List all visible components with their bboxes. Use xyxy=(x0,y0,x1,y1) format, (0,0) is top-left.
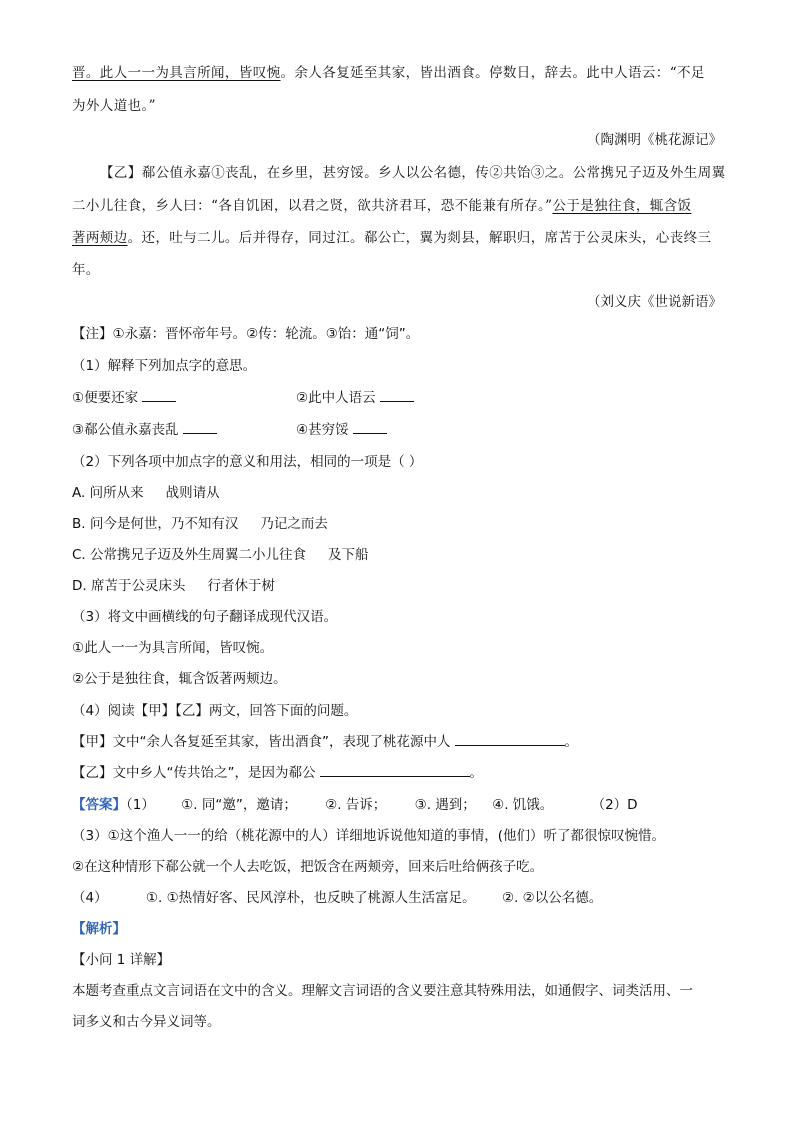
q2-option-a[interactable]: A. 问所从来 战则请从 xyxy=(72,485,220,501)
passage-jia-line-2: 为外人道也。” xyxy=(72,98,156,114)
q4-blank-jia[interactable] xyxy=(455,731,565,746)
q4-title: （4）阅读【甲】【乙】两文，回答下面的问题。 xyxy=(72,703,358,719)
analysis-subheading: 【小问 1 详解】 xyxy=(72,952,171,968)
q3-title: （3）将文中画横线的句子翻译成现代汉语。 xyxy=(72,609,338,625)
note: 【注】①永嘉：晋怀帝年号。②传：轮流。③饴：通“饲”。 xyxy=(72,326,420,342)
q1-item-4: ④甚穷馁 xyxy=(296,422,349,438)
passage-yi-line-1: 【乙】郗公值永嘉①丧乱，在乡里，甚穷馁。乡人以公名德，传②共饴③之。公常携兄子迈及外生周翼 xyxy=(100,165,726,181)
q1-row-1 xyxy=(72,387,722,409)
q1-item-3: ③郗公值永嘉丧乱 xyxy=(72,422,179,438)
passage-yi-line-4: 年。 xyxy=(72,262,100,278)
q2-title: （2）下列各项中加点字的意义和用法，相同的一项是（ ） xyxy=(72,454,423,470)
passage-yi-line-2: 二小儿往食，乡人曰：“各自饥困，以君之贤，欲共济君耳，恐不能兼有所存。”公于是独往食，辄含饭 xyxy=(72,198,692,214)
q2-option-b[interactable]: B. 问今是何世，乃不知有汉 乃记之而去 xyxy=(72,516,328,532)
q1-item-2: ②此中人语云 xyxy=(296,390,376,406)
answer-row-1: 【答案】（1） ①. 同“邀”，邀请； ②. 告诉； ③. 遇到； ④. 饥饿。 （2）D xyxy=(72,797,638,813)
underlined-sentence-2a: 公于是独往食，辄含饭 xyxy=(552,198,692,214)
q1-row-2 xyxy=(72,419,722,441)
q4-jia: 【甲】文中“余人各复延至其家，皆出酒食”，表现了桃花源中人 。 xyxy=(72,731,722,753)
q2-option-d[interactable]: D. 席苫于公灵床头 行者休于树 xyxy=(72,578,275,594)
passage-yi-line-3: 著两颊边。还，吐与二儿。后并得存，同过江。郗公亡，翼为剡县，解职归，席苫于公灵床头，心丧终三 xyxy=(72,230,712,246)
analysis-tag: 【解析】 xyxy=(72,921,126,937)
q3-sentence-1: ①此人一一为具言所闻，皆叹惋。 xyxy=(72,640,274,656)
analysis-para-2: 词多义和古今异义词等。 xyxy=(72,1014,221,1030)
q1-blank-2[interactable] xyxy=(380,387,414,402)
q1-item-1: ①便要还家 xyxy=(72,390,139,406)
answer-tag: 【答案】 xyxy=(72,797,126,813)
q4-yi: 【乙】文中乡人“传共饴之”，是因为郗公 。 xyxy=(72,762,722,784)
underlined-sentence-2b: 著两颊边 xyxy=(72,230,128,246)
q1-blank-4[interactable] xyxy=(353,419,387,434)
jia-source: （陶渊明《桃花源记》 xyxy=(587,132,722,148)
q1-title: （1）解释下列加点字的意思。 xyxy=(72,358,257,374)
q1-blank-1[interactable] xyxy=(142,387,176,402)
q3-sentence-2: ②公于是独往食，辄含饭著两颊边。 xyxy=(72,671,287,687)
analysis-para-1: 本题考查重点文言词语在文中的含义。理解文言词语的含义要注意其特殊用法，如通假字、词类活用、一 xyxy=(72,983,693,999)
answer-q3-2: ②在这种情形下郗公就一个人去吃饭，把饭含在两颊旁，回来后吐给俩孩子吃。 xyxy=(72,859,544,875)
passage-jia-line-1: 晋。此人一一为具言所闻，皆叹惋。余人各复延至其家，皆出酒食。停数日，辞去。此中人语云：“不足 xyxy=(72,65,705,81)
yi-source: （刘义庆《世说新语》 xyxy=(587,294,722,310)
q1-blank-3[interactable] xyxy=(183,419,217,434)
underlined-sentence-1: 晋。此人一一为具言所闻，皆叹惋 xyxy=(72,65,281,81)
answer-q4: （4） ①. ①热情好客、民风淳朴，也反映了桃源人生活富足。 ②. ②以公名德。 xyxy=(72,890,603,906)
answer-q3-1: （3）①这个渔人一一的给（桃花源中的人）详细地诉说他知道的事情，(他们）听了都很惊叹惋惜。 xyxy=(72,828,665,844)
q4-blank-yi[interactable] xyxy=(320,762,470,777)
q2-option-c[interactable]: C. 公常携兄子迈及外生周翼二小儿往食 及下船 xyxy=(72,547,369,563)
